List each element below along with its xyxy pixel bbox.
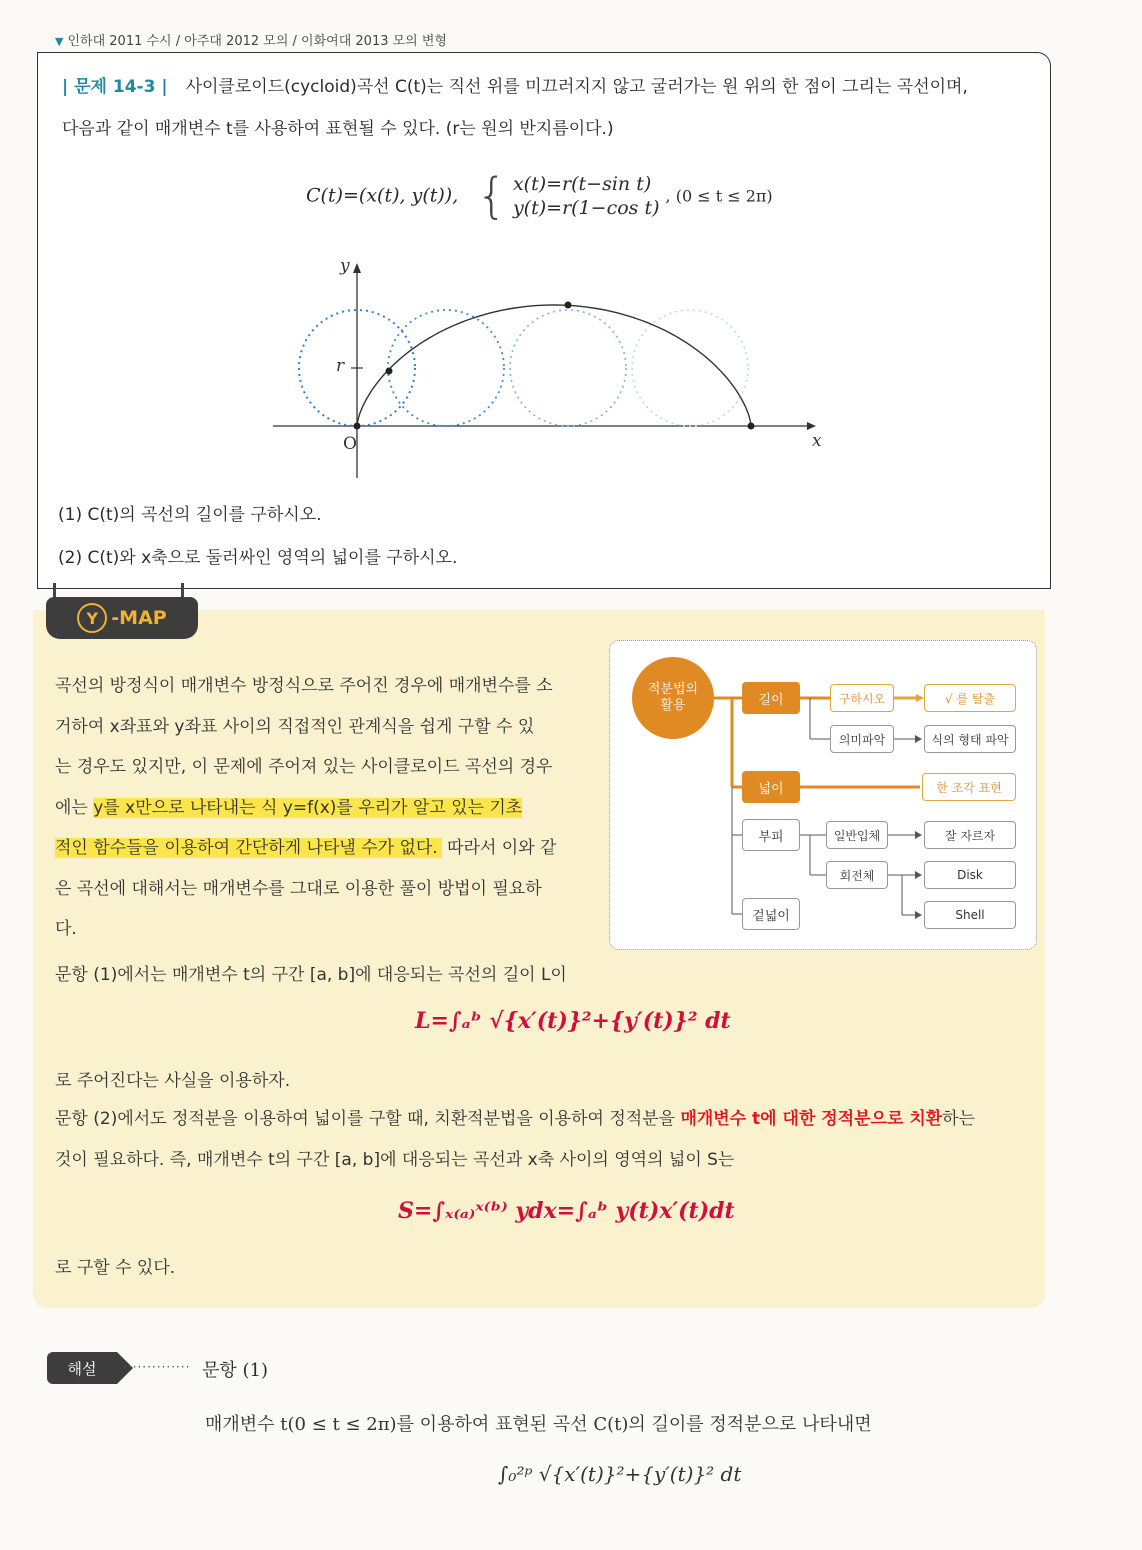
- ymap-line-4-pre: 에는: [55, 797, 94, 818]
- formula-x: x(t)=r(t−sin t): [512, 173, 652, 195]
- ymap-line-3: 는 경우도 있지만, 이 문제에 주어져 있는 사이클로이드 곡선의 경우: [55, 757, 553, 777]
- rolling-circle-4: [632, 310, 748, 426]
- flow-area: 넓이: [742, 771, 800, 803]
- problem-line-2: 다음과 같이 매개변수 t를 사용하여 표현될 수 있다. (r는 원의 반지름이다.): [62, 119, 614, 139]
- cycloid-curve: [357, 305, 751, 426]
- flow-volume: 부피: [742, 819, 800, 851]
- ymap-p2-line-1: 문항 (1)에서는 매개변수 t의 구간 [a, b]에 대응되는 곡선의 길이 L이: [55, 965, 567, 985]
- ymap-line-7: 다.: [55, 919, 77, 939]
- ymap-p3-line-3: 로 구할 수 있다.: [55, 1258, 176, 1278]
- ymap-line-5-highlight: 적인 함수들을 이용하여 간단하게 나타낼 수가 없다.: [55, 838, 442, 858]
- problem-box: [37, 52, 1051, 589]
- y-circle-icon: Y: [77, 603, 107, 633]
- solution-title: 문항 (1): [202, 1360, 268, 1381]
- formula-length: L=∫ₐᵇ √{x′(t)}²+{y′(t)}² dt: [415, 1008, 731, 1034]
- solution-tag: 해설: [47, 1352, 117, 1384]
- x-axis-arrow: [807, 422, 816, 430]
- ymap-line-6: 은 곡선에 대해서는 매개변수를 그대로 이용한 풀이 방법이 필요하: [55, 878, 542, 899]
- ymap-tab-label: -MAP: [111, 607, 167, 629]
- rolling-circle-2: [388, 310, 504, 426]
- ymap-tab: [46, 597, 198, 639]
- ymap-line-1: 곡선의 방정식이 매개변수 방정식으로 주어진 경우에 매개변수를 소: [55, 676, 553, 696]
- flow-sqrt-escape: √ 를 탈출: [924, 684, 1016, 712]
- flow-find: 구하시오: [830, 684, 894, 712]
- question-1: (1) C(t)의 곡선의 길이를 구하시오.: [58, 505, 322, 525]
- formula-area: S=∫ₓ₍ₐ₎ˣ⁽ᵇ⁾ ydx=∫ₐᵇ y(t)x′(t)dt: [398, 1198, 735, 1224]
- question-2: (2) C(t)와 x축으로 둘러싸인 영역의 넓이를 구하시오.: [58, 548, 458, 568]
- ymap-p3-red: 매개변수 t에 대한 정적분으로 치환: [680, 1109, 943, 1129]
- rolling-circle-3: [510, 310, 626, 426]
- end-point: [748, 423, 755, 430]
- formula-brace: {: [476, 168, 507, 224]
- source-text: 인하대 2011 수시 / 아주대 2012 모의 / 이화여대 2013 모의 변형: [67, 34, 447, 49]
- formula-lhs: C(t)=(x(t), y(t)),: [306, 184, 459, 207]
- flow-cut: 잘 자르자: [924, 821, 1016, 849]
- flow-general-solid: 일반입체: [826, 821, 888, 849]
- flow-form: 식의 형태 파악: [924, 725, 1016, 753]
- top-point: [565, 302, 572, 309]
- flow-root: 적분법의 활용: [632, 657, 714, 739]
- ymap-line-4: [55, 788, 595, 829]
- r-label: r: [336, 356, 345, 376]
- ymap-p3-post: 하는: [942, 1109, 976, 1129]
- flow-shell: Shell: [924, 901, 1016, 929]
- ymap-p2-line-2: 로 주어진다는 사실을 이용하자.: [55, 1071, 291, 1091]
- flow-rotation: 회전체: [826, 861, 888, 889]
- ymap-line-2: 거하여 x좌표와 y좌표 사이의 직접적인 관계식을 쉽게 구할 수 있: [55, 716, 535, 737]
- formula-y: y(t)=r(1−cos t): [512, 197, 660, 219]
- y-label: y: [340, 256, 350, 276]
- ymap-paragraph: [55, 666, 595, 950]
- origin-point: [354, 423, 361, 430]
- ymap-p3-line-1: [55, 1104, 1045, 1129]
- cycloid-formula: [306, 168, 773, 224]
- flow-disk: Disk: [924, 861, 1016, 889]
- flow-surface: 겉넓이: [742, 898, 800, 930]
- solution-dots: ··············: [123, 1360, 191, 1374]
- x-label: x: [812, 431, 822, 451]
- source-line: [55, 30, 447, 49]
- triangle-icon: ▼: [55, 35, 64, 48]
- solution-text: 매개변수 t(0 ≤ t ≤ 2π)를 이용하여 표현된 곡선 C(t)의 길이를 정적분으로 나타내면: [205, 1414, 872, 1435]
- ymap-line-4-highlight: y를 x만으로 나타내는 식 y=f(x)를 우리가 알고 있는 기초: [93, 797, 523, 818]
- problem-number: | 문제 14-3 |: [62, 77, 168, 97]
- solution-formula: ∫₀²ᵖ √{x′(t)}²+{y′(t)}² dt: [498, 1462, 742, 1486]
- curve-point: [386, 368, 393, 375]
- flow-length: 길이: [742, 682, 800, 714]
- ymap-line-5-post: 따라서 이와 같: [441, 838, 557, 858]
- formula-range: , (0 ≤ t ≤ 2π): [665, 186, 773, 206]
- problem-header: [62, 75, 1037, 99]
- y-axis-arrow: [353, 263, 361, 273]
- problem-line-1: 사이클로이드(cycloid)곡선 C(t)는 직선 위를 미끄러지지 않고 굴러가는 원 위의 한 점이 그리는 곡선이며,: [185, 77, 968, 97]
- ymap-line-5: [55, 828, 595, 869]
- flow-meaning: 의미파악: [830, 725, 894, 753]
- flow-piece: 한 조각 표현: [922, 773, 1016, 801]
- ymap-p3-line-2: 것이 필요하다. 즉, 매개변수 t의 구간 [a, b]에 대응되는 곡선과 x축 사이의 영역의 넓이 S는: [55, 1150, 735, 1170]
- ymap-p3-pre: 문항 (2)에서도 정적분을 이용하여 넓이를 구할 때, 치환적분법을 이용하여 정적분을: [55, 1109, 681, 1129]
- ymap-panel: [33, 610, 1045, 1308]
- flow-diagram: [609, 640, 1037, 950]
- origin-label: O: [343, 434, 357, 454]
- cycloid-graph: [268, 253, 868, 503]
- formula-system: [513, 172, 660, 220]
